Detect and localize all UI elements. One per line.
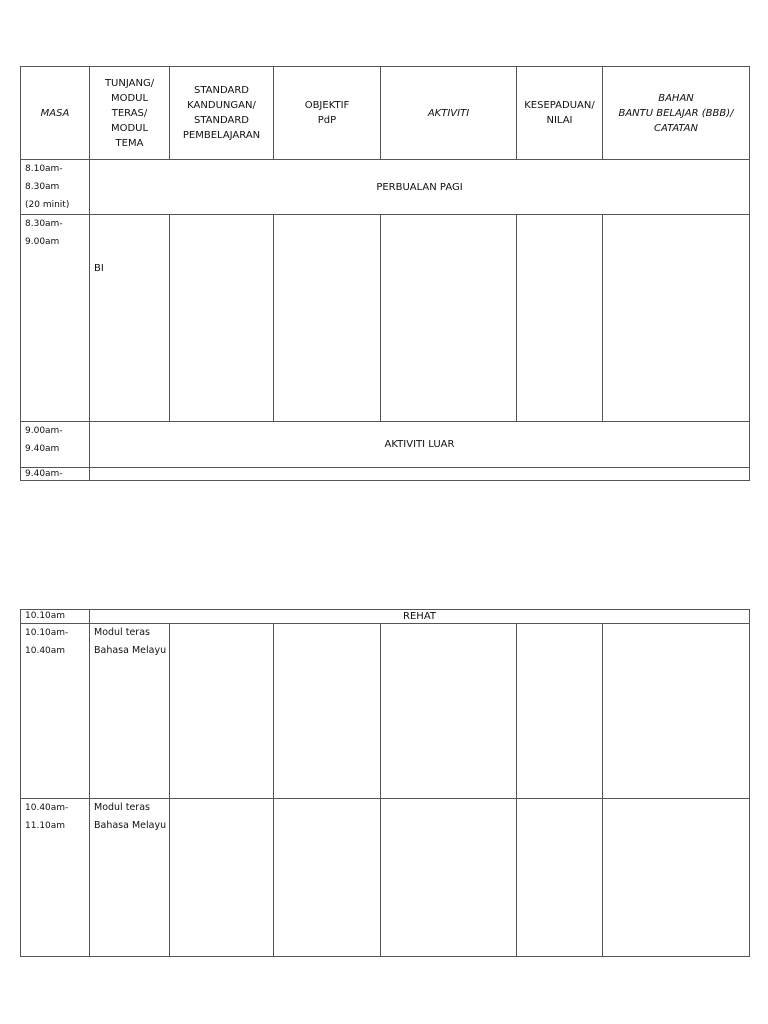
bahan-cell [603,799,750,957]
kesepaduan-cell [517,624,603,799]
bahan-cell [603,624,750,799]
objektif-cell [274,624,381,799]
rehat-cell: REHAT [90,610,750,624]
standard-cell [170,799,274,957]
subject-cell: Modul teras Bahasa Melayu [90,624,170,799]
aktiviti-luar-cell: AKTIVITI LUAR [90,422,750,468]
table-row-perbualan [21,160,750,215]
time-cell: 10.10am- 10.40am [21,624,90,799]
time-cell: 10.10am [21,610,90,624]
objektif-cell [274,215,381,422]
table-row-modul-1 [21,624,750,799]
subject-cell: Modul teras Bahasa Melayu [90,799,170,957]
table-row-bi [21,215,750,422]
aktiviti-cell [381,799,517,957]
header-aktiviti: AKTIVITI [381,67,517,160]
header-kesepaduan: KESEPADUAN/ NILAI [517,67,603,160]
header-tunjang: TUNJANG/ MODUL TERAS/ MODUL TEMA [90,67,170,160]
lesson-plan-table-top [20,66,750,481]
time-cell: 8.10am- 8.30am (20 minit) [21,160,90,215]
subject-label: BI [94,263,104,274]
objektif-cell [274,799,381,957]
table-row-aktiviti-luar [21,422,750,468]
aktiviti-cell [381,624,517,799]
standard-cell [170,215,274,422]
table-row-modul-2 [21,799,750,957]
table-row-last [21,468,750,481]
kesepaduan-cell [517,215,603,422]
kesepaduan-cell [517,799,603,957]
perbualan-pagi-cell: PERBUALAN PAGI [90,160,750,215]
header-objektif: OBJEKTIF PdP [274,67,381,160]
header-bahan: BAHAN BANTU BELAJAR (BBB)/ CATATAN [603,67,750,160]
lesson-plan-table-bottom [20,609,750,957]
standard-cell [170,624,274,799]
empty-cell [90,468,750,481]
time-cell: 8.30am- 9.00am [21,215,90,422]
bahan-cell [603,215,750,422]
subject-cell [90,215,170,422]
header-masa: MASA [21,67,90,160]
header-row [21,67,750,160]
time-cell: 9.00am- 9.40am [21,422,90,468]
header-standard: STANDARD KANDUNGAN/ STANDARD PEMBELAJARAN [170,67,274,160]
time-cell: 10.40am- 11.10am [21,799,90,957]
table-row-rehat [21,610,750,624]
aktiviti-cell [381,215,517,422]
time-cell: 9.40am- [21,468,90,481]
